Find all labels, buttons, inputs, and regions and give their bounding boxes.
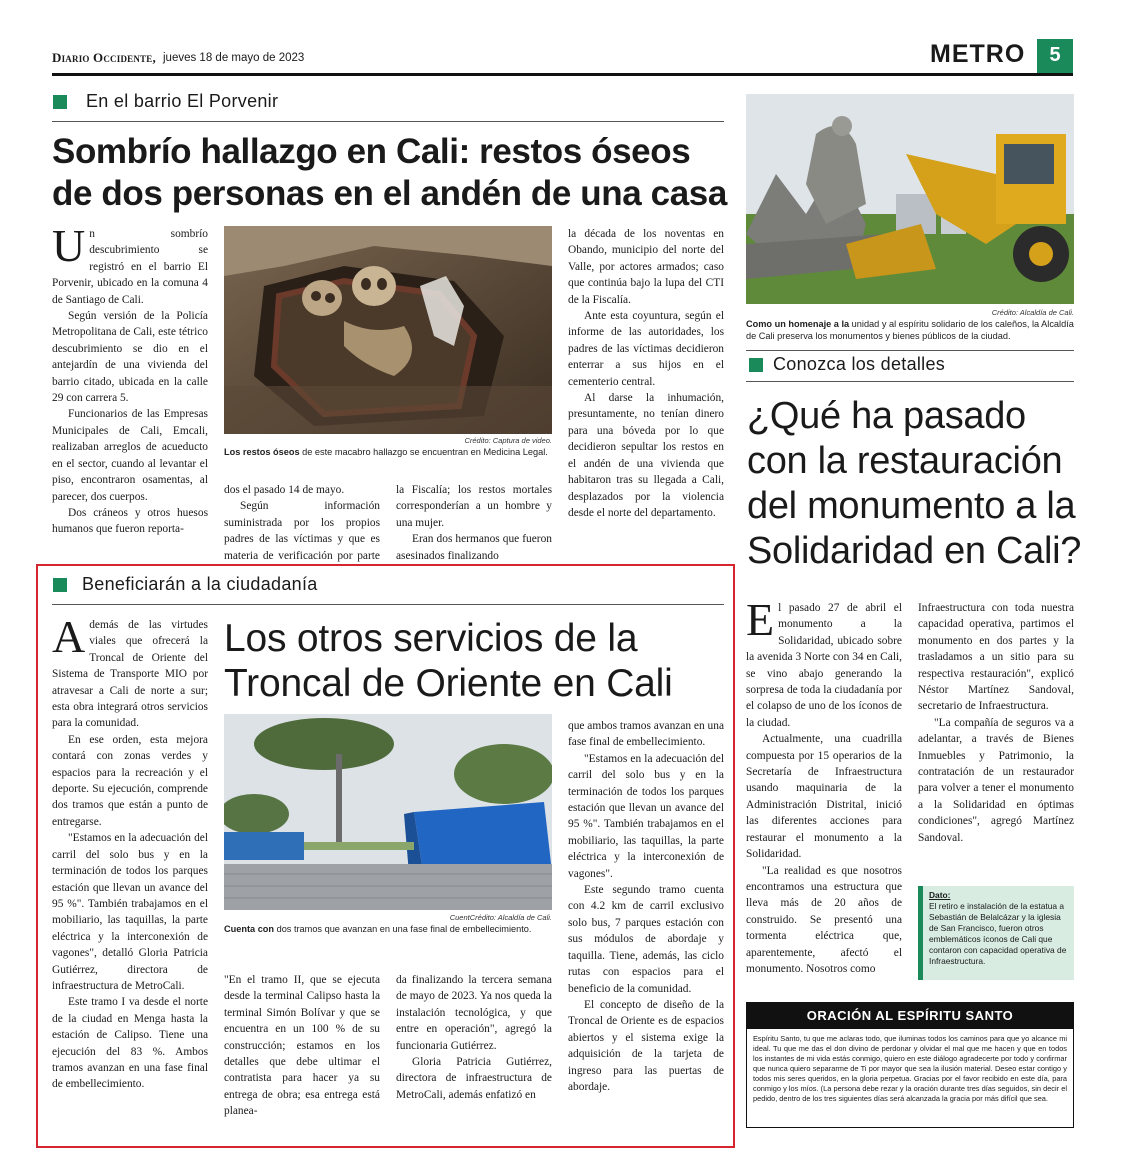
story1-col1 [52,226,208,562]
caption-text: unidad y al espíritu solidario de los caleños, la Alcaldía de Cali preserva los monumentos y bienes públicos de la ciudad. [746,319,1074,341]
paragraph: Gloria Patricia Gutiérrez, directora de infraestructura de MetroCali, además enfatizó en [396,1056,552,1101]
story3-col4 [568,718,724,1130]
troncal-photo [224,714,552,910]
paragraph: "La realidad es que nosotros encontramos una estructura que lleva más de 20 años de construido. Se presentó una tormenta eléctrica que, aparentemente, afectó el monumento. Nosotros como [746,864,902,975]
header-rule [52,73,1073,76]
paragraph: la Fiscalía; los restos mortales corresponderían a un hombre y una mujer. [396,484,552,529]
caption-lead: Los restos óseos [224,447,300,457]
paragraph: El concepto de diseño de la Troncal de Oriente es de espacios abiertos y el sistema exige la adquisición de la tarjeta de ingreso para las puertas de abordaje. [568,998,724,1093]
kicker-bullet [53,578,67,592]
story3-kicker: Beneficiarán a la ciudadanía [82,574,318,594]
kicker-rule [52,604,724,605]
paragraph: Este segundo tramo cuenta con 4.2 km de carril exclusivo solo bus, 7 parques estación con sus módulos de abordaje y taquilla. Tiene, además, las ciclo rutas con espacios para el beneficio de la comunidad. [568,884,724,995]
dropcap: U [52,226,86,271]
paragraph: Según versión de la Policía Metropolitana de Cali, este tétrico descubrimiento se dio en el antejardín de una vivienda del barrio citado, ubicada en la calle 29 con carrera 5. [52,310,208,405]
story1-col4 [568,226,724,552]
story3-col3 [396,972,552,1130]
dato-title: Dato: [929,890,951,900]
photo-caption [224,924,552,936]
paragraph: Según información suministrada por los propios padres de las víctimas y que es materia de verificación por parte [224,500,380,562]
paragraph: "Estamos en la adecuación del carril del solo bus y en la terminación de todos los parques estación que llevan un avance del 95 %". También trabajamos en el mobiliario, las taquillas, la parte eléctrica y la interconexión de vagones", detalló Gloria Patricia Gutiérrez, directora de infraestructura de MetroCali. [52,832,208,992]
section-name: METRO [930,40,1026,68]
masthead-date: jueves 18 de mayo de 2023 [163,52,305,64]
paragraph: Eran dos hermanos que fueron asesinados finalizando [396,533,552,562]
story3-headline [224,616,673,706]
prayer-box [746,1002,1074,1128]
story3-col1 [52,617,208,1132]
headline-line: ¿Qué ha pasado [747,395,1026,437]
story1-col3 [396,482,552,562]
story3-col2 [224,972,380,1130]
kicker-bullet [749,358,763,372]
paragraph: n sombrío descubrimiento se registró en el barrio El Porvenir, ubicado en la comuna 4 de Santiago de Cali. [52,228,208,306]
masthead-brand: Diario Occidente, [52,50,156,65]
prayer-text: Espíritu Santo, tu que me aclaras todo, que iluminas todos los caminos para que yo alcance mi ideal. Tu que me das el don divino de perdonar y olvidar el mal que me hacen y que en todos los instantes de mi vida estás conmigo, quiero en este diálogo agradecerte por todo y confirmar que nunca quiero separarme de Ti por mayor que sea la ilusión material. Deseo estar contigo y todos mis seres queridos, en la gloria perpetua. Gracias por el favor recibido en este día, para conmigo y los míos. (La persona debe rezar y la oración durante tres días seguidos, sin decir el pedido, dentro de los tres siguientes días será alcanzada la gracia por más difícil que sea. [753,1034,1067,1103]
paragraph: Infraestructura con toda nuestra capacidad operativa, partimos el monumento en dos partes y la trasladamos a un sitio para su respectiva restauración", explicó Néstor Martínez Sandoval, secretario de Infraestructura. [918,602,1074,713]
paragraph: Actualmente, una cuadrilla compuesta por 15 operarios de la Secretaría de Infraestructura usando maquinaria de la Administración Distrital, inició las diferentes acciones para restaurar el monumento a la Solidaridad. [746,733,902,861]
caption-lead: Cuenta con [224,924,275,934]
caption-lead: Como un homenaje a la [746,319,850,329]
photo-credit: Crédito: Captura de video. [464,436,552,445]
headline-line: del monumento a la [747,485,1076,527]
paragraph: "En el tramo II, que se ejecuta desde la terminal Calipso hasta la terminal Simón Bolívar y que se encuentra en un 100 % de su construcción; estamos en los detalles que debe ultimar el contratista para hacer ya su entrega de obra; esa entrega está planea- [224,974,380,1118]
headline-line: de dos personas en el andén de una casa [52,174,727,213]
kicker-rule [746,381,1074,382]
photo-credit: Crédito: Alcaldía de Cali. [991,308,1074,317]
paragraph: demás de las virtudes viales que ofrecerá la Troncal de Oriente del Sistema de Transporte MIO por atravesar a Cali de norte a sur; esta obra integrará otros servicios para la comunidad. [52,619,208,730]
story2-kicker: Conozca los detalles [773,354,946,374]
headline-line: Troncal de Oriente en Cali [224,662,673,705]
prayer-title: ORACIÓN AL ESPÍRITU SANTO [747,1003,1073,1029]
paragraph: En ese orden, esta mejora contará con zonas verdes y espacios para la recreación y el deporte. Su ejecución, comprende dos tramos que están a punto de entregarse. [52,733,208,828]
caption-text: de este macabro hallazgo se encuentran en Medicina Legal. [299,447,548,457]
story1-kicker: En el barrio El Porvenir [86,91,279,111]
kicker-rule [746,350,1074,351]
headline-line: con la restauración [747,440,1063,482]
dropcap: A [52,617,86,662]
paragraph: dos el pasado 14 de mayo. [224,484,345,496]
paragraph: la década de los noventas en Obando, municipio del norte del Valle, por actores armados; caso que continúa bajo la lupa del CTI de la Fiscalía. [568,228,724,306]
story1-col2 [224,482,380,562]
paragraph: "Estamos en la adecuación del carril del solo bus y en la terminación de todos los parques estación que llevan un avance del 95 %". También trabajamos en el mobiliario, las taquillas, la parte eléctrica y la interconexión de vagones". [568,752,724,880]
paragraph: l pasado 27 de abril el monumento a la Solidaridad, ubicado sobre la avenida 3 Norte con 34 en Cali, se vino abajo generando la sorpresa de toda la ciudadanía por el colapso de uno de los íconos de la ciudad. [746,602,902,729]
dropcap: E [746,600,775,645]
paragraph: Dos cráneos y otros huesos humanos que fueron reporta- [52,506,208,536]
kicker-bullet [53,95,67,109]
story1-headline [52,131,727,215]
paragraph: "La compañía de seguros va a adelantar, a través de Bienes Inmuebles y Patrimonio, la contratación de un restaurador para volver a tener el monumento a la Solidaridad en óptimas condiciones", agregó Martínez Sandoval. [918,716,1074,844]
story2-headline [747,394,1081,574]
page-number: 5 [1037,39,1073,73]
paragraph: Este tramo I va desde el norte de la ciudad en Menga hasta la estación de Calipso. Tiene una ejecución del 83 %. Ambos tramos avanzan en una fase final de embellecimiento. [52,996,208,1091]
headline-line: Los otros servicios de la [224,617,638,660]
paragraph: Al darse la inhumación, presuntamente, no tenían dinero para una bóveda por lo que decidieron sepultar los restos en el andén de una vivienda que habitaron tras su llegada a Cali, desplazados por la violencia desde el norte del departamento. [568,392,724,519]
headline-line: Sombrío hallazgo en Cali: restos óseos [52,132,691,171]
monument-photo [746,94,1074,304]
paragraph: Ante esta coyuntura, según el informe de las autoridades, los padres de las víctimas decidieron enterrar a sus hijos en el cementerio central. [568,310,724,388]
dato-text: El retiro e instalación de la estatua a Sebastián de Belalcázar y la iglesia de San Francisco, fueron otros emblemáticos íconos de Cali que contaron con capacidad operativa de Infraestructura. [929,901,1067,966]
paragraph: da finalizando la tercera semana de mayo de 2023. Ya nos queda la instalación tecnológica, y que entre en operación", agregó la funcionaria Gutiérrez. [396,974,552,1052]
caption-text: dos tramos que avanzan en una fase final de embellecimiento. [274,924,532,934]
photo-caption [224,447,552,459]
story2-col2 [918,600,1074,880]
headline-line: Solidaridad en Cali? [747,530,1082,572]
bones-photo [224,226,552,434]
kicker-rule [52,121,724,122]
photo-caption [746,319,1074,342]
paragraph: que ambos tramos avanzan en una fase final de embellecimiento. [568,720,724,749]
photo-credit: CuentCrédito: Alcaldía de Cali. [449,913,552,922]
story2-col1 [746,600,902,992]
dato-box [918,886,1074,980]
paragraph: Funcionarios de las Empresas Municipales de Cali, Emcali, realizaban arreglos de acueducto en el sector, cuando al levantar el piso, encontraron osamentas, al parecer, dos cuerpos. [52,408,208,503]
